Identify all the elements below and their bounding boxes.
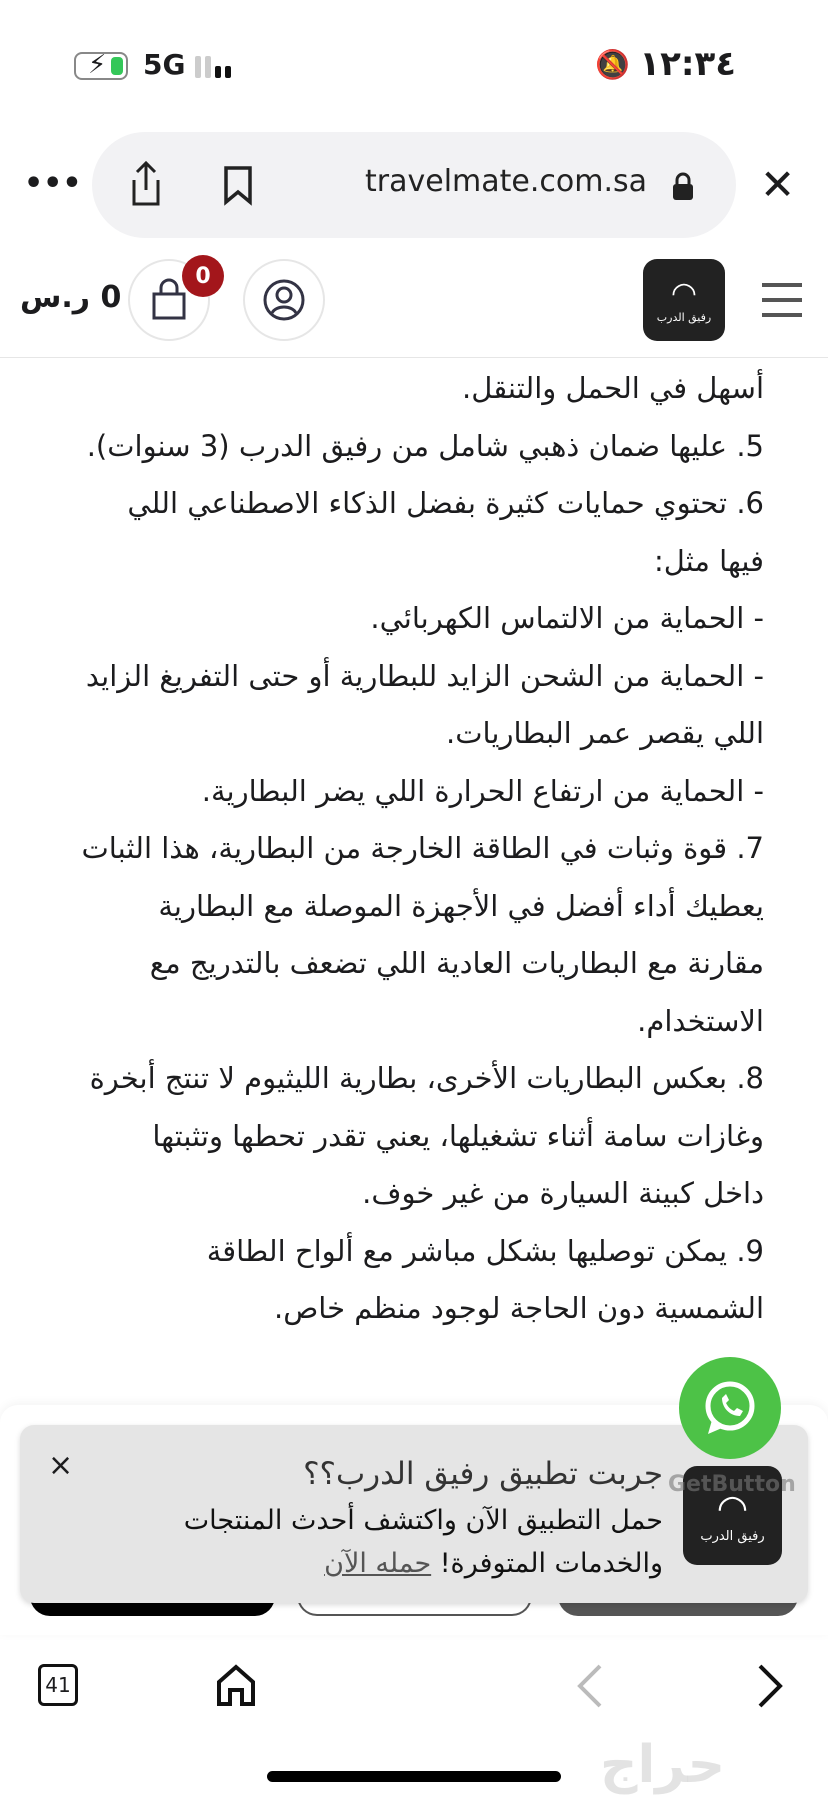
site-logo[interactable]: ◠ رفيق الدرب (643, 259, 725, 341)
download-now-link[interactable]: حمله الآن (324, 1548, 432, 1579)
more-icon[interactable]: ••• (24, 166, 82, 201)
article-line: داخل كبينة السيارة من غير خوف. (362, 1176, 764, 1210)
banner-text: حمل التطبيق الآن واكتشف أحدث المنتجات (183, 1505, 663, 1536)
article-line: أسهل في الحمل والتنقل. (462, 371, 764, 405)
app-logo-text: رفيق الدرب (700, 1528, 765, 1544)
article-line: وغازات سامة أثناء تشغيلها، يعني تقدر تحطها وتثبتها (152, 1118, 764, 1153)
article-line: الشمسية دون الحاجة لوجود منظم خاص. (274, 1291, 764, 1325)
tabs-button[interactable]: 41 (38, 1664, 78, 1706)
bell-muted-icon: 🔕 (595, 48, 630, 81)
menu-icon[interactable] (760, 282, 804, 318)
article-line: 6. تحتوي حمايات كثيرة بفضل الذكاء الاصطناعي اللي (127, 486, 764, 520)
article-line: 8. بعكس البطاريات الأخرى، بطارية الليثيوم لا تنتج أبخرة (89, 1061, 764, 1095)
logo-text: رفيق الدرب (656, 311, 712, 324)
getbutton-label: GetButton (668, 1472, 796, 1497)
bookmark-icon[interactable] (223, 166, 253, 206)
article-line: فيها مثل: (653, 543, 764, 578)
status-time: ١٢:٣٤ (639, 44, 736, 84)
article-line: 5. عليها ضمان ذهبي شامل من رفيق الدرب (3 سنوات). (86, 428, 764, 463)
signal-icon (195, 56, 231, 78)
url-text[interactable]: travelmate.com.sa (365, 164, 648, 199)
article-line: - الحماية من الالتماس الكهربائي. (370, 601, 764, 635)
browser-toolbar (0, 1640, 828, 1740)
network-type: 5G (143, 48, 186, 81)
article-line: الاستخدام. (637, 1003, 764, 1038)
battery-icon: ⚡ (74, 52, 128, 80)
article-line: - الحماية من ارتفاع الحرارة اللي يضر البطارية. (201, 773, 764, 808)
article-line: 9. يمكن توصليها بشكل مباشر مع ألواح الطاقة (206, 1233, 764, 1268)
forward-icon[interactable] (756, 1664, 784, 1708)
article-line: مقارنة مع البطاريات العادية اللي تضعف بالتدريج مع (149, 946, 764, 980)
lock-icon (672, 172, 694, 200)
whatsapp-button[interactable] (679, 1357, 781, 1459)
home-indicator (267, 1771, 561, 1782)
banner-close-button[interactable]: × (48, 1448, 74, 1483)
user-icon (262, 278, 306, 322)
banner-title: جربت تطبيق رفيق الدرب؟؟ (303, 1456, 663, 1492)
haraj-watermark: حراج (600, 1735, 726, 1795)
app-logo: ◠ رفيق الدرب (683, 1466, 782, 1565)
banner-text-line2: والخدمات المتوفرة! (439, 1548, 663, 1579)
account-button[interactable] (243, 259, 325, 341)
close-icon[interactable]: ✕ (760, 160, 796, 209)
article-line: اللي يقصر عمر البطاريات. (446, 716, 764, 750)
share-icon[interactable] (128, 160, 164, 208)
banner-text-2 (324, 1548, 663, 1579)
cart-count-badge: 0 (182, 255, 224, 297)
article-line: - الحماية من الشحن الزايد للبطارية أو حتى التفريغ الزايد (85, 658, 764, 693)
whatsapp-icon (700, 1378, 760, 1438)
divider (0, 357, 828, 358)
back-icon[interactable] (576, 1664, 604, 1708)
cart-total: 0 ر.س (20, 280, 122, 315)
article-body (44, 360, 764, 1338)
article-line: يعطيك أداء أفضل في الأجهزة الموصلة مع البطارية (158, 888, 764, 923)
home-icon[interactable] (216, 1664, 256, 1706)
article-line: 7. قوة وثبات في الطاقة الخارجة من البطارية، هذا الثبات (81, 831, 764, 865)
